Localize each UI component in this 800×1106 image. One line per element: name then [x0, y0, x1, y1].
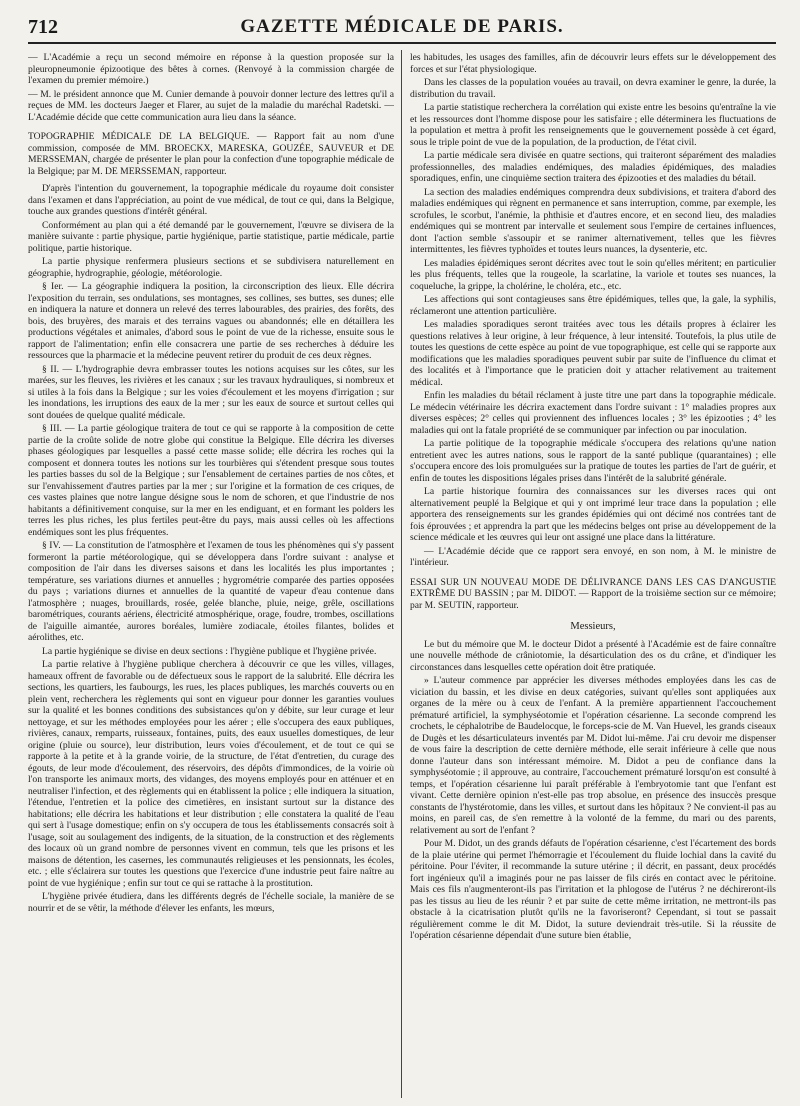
left-column	[28, 52, 394, 1098]
paragraph: Dans les classes de la population vouées au travail, on devra examiner le genre, la durée, la distribution du travail.	[410, 77, 776, 100]
paragraph: La partie politique de la topographie médicale s'occupera des relations qu'une nation entretient avec les autres nations, sous le rapport de la santé publique (quarantaines) ; elle s'occupera encore des lois promulguées sur la pratique de toutes les parties de l'art de guérir, et enfin de toutes les dispositions légales prises dans l'intérêt de la salubrité générale.	[410, 438, 776, 484]
paragraph: La partie historique fournira des connaissances sur les diverses races qui ont alternativement peuplé la Belgique et qui y ont imprimé leur trace dans la population ; elle apportera des renseignements sur les grandes épidémies qui ont décimé nos contrées tant de fois éprouvées ; et apprendra la part que les médecins belges ont prise au développement de la science médicale et les œuvres qui leur ont assigné une place dans la littérature.	[410, 486, 776, 543]
paragraph: Les maladies sporadiques seront traitées avec tous les détails propres à éclairer les questions relatives à leur origine, à leur fréquence, à leur intensité. Toutefois, la plus utile de toutes les questions de cette espèce au point de vue topographique, est celle qui se rapporte aux modifications que les maladies sporadiques peuvent subir par suite de l'influence du climat et des localités et à l'importance que le praticien doit y attacher relativement au traitement médical.	[410, 319, 776, 388]
section-heading-topographie	[28, 131, 394, 177]
section-heading-text: ESSAI SUR UN NOUVEAU MODE DE DÉLIVRANCE DANS LES CAS D'ANGUSTIE EXTRÊME DU BASSIN ; par M. DIDOT. — Rapport de la troisième section sur ce mémoire; par M. SEUTIN, rapporteur.	[410, 576, 776, 611]
paragraph: D'après l'intention du gouvernement, la topographie médicale du royaume doit consister dans l'examen et dans l'appréciation, au point de vue médical, de tout ce qui, dans la Belgique, touche aux grandes questions d'intérêt général.	[28, 183, 394, 217]
section-heading-text: TOPOGRAPHIE MÉDICALE DE LA BELGIQUE. — Rapport fait au nom d'une commission, composée de MM. BROECKX, MARESKA, GOUZÉE, SAUVEUR et DE MERSSEMAN, chargée de présenter le plan pour la confection d'une topographie médicale de la Belgique; par M. DE MERSSEMAN, rapporteur.	[28, 131, 394, 177]
paragraph: Les maladies épidémiques seront décrites avec tout le soin qu'elles méritent; en particulier les plus fréquents, telles que la rougeole, la scarlatine, la variole et toutes ses nuances, la coqueluche, la grippe, la cholérine, le choléra, etc., etc.	[410, 257, 776, 292]
paragraph: La partie hygiénique se divise en deux sections : l'hygiène publique et l'hygiène privée.	[42, 645, 377, 657]
paragraph: — M. le président annonce que M. Cunier demande à pouvoir donner lecture des lettres qu'il a reçues de MM. les docteurs Jaeger et Flarer, au sujet de la maladie du maréchal Radetski. — L'Académie décide que cette communication aura lieu dans la séance.	[28, 88, 394, 123]
paragraph: — L'Académie décide que ce rapport sera envoyé, en son nom, à M. le ministre de l'intérieur.	[410, 545, 776, 568]
paragraph: La partie relative à l'hygiène publique cherchera à découvrir ce que les villes, villages, hameaux offrent de favorable ou de défectueux sous le rapport de la salubrité. Elle décrira les sections, les quartiers, les faubourgs, les rues, les places publiques, les marchés couverts ou en plein vent, recherchera les règlements qui sont en vigueur pour donner les garanties voulues sur la qualité et les bonnes conditions des subsistances qu'on y débite, sur leur curage et leur nettoyage, et sur les méthodes employées pour les aérer ; elle s'occupera des eaux publiques, rivières, canaux, remparts, ruisseaux, fontaines, puits, des eaux usuelles domestiques, de leur origine (pluie ou source), leur distribution, leurs voies d'écoulement, et de tout ce qui se rapporte à la petite et à la grande voirie, de la structure, de l'état d'entretien, du curage des égouts, de leur mode d'écoulement, des réservoirs, des dépôts d'immondices, de la voirie où l'on transporte les animaux morts, des vidanges, des moyens employés pour en atténuer et en neutraliser l'infection, et des règlements qui en établissent la police ; elle indiquera la situation, l'étendue, l'entretien et la police des cimetières, en insistant surtout sur la distance des habitations; elle décrira les habitations et leur distribution ; elle constatera la qualité de l'eau qui sert à l'usage domestique; enfin on s'y occupera de tous les établissements consacrés soit à l'usage, soit au soulagement des indigents, de la situation, de la construction et des règlements des locaux où un grand nombre de personnes vivent en commun, tels que les prisons et les maisons de détention, les casernes, les communautés religieuses et les pensionnats, les écoles, etc. ; elle s'éclairera sur toutes les questions que l'exercice d'une industrie peut faire naître au point de vue hygiénique ; enfin sur tout ce qui se rattache à la prostitution.	[28, 659, 394, 889]
salutation: Messieurs,	[570, 621, 616, 632]
page-header	[28, 14, 776, 44]
paragraph: § IV. — La constitution de l'atmosphère et l'examen de tous les phénomènes qui s'y passent formeront la partie météorologique, qui se développera dans l'ordre suivant : analyse et composition de l'air dans les diverses saisons et dans les localités les plus importantes ; température, ses variations diurnes et annuelles ; hygrométrie comparée des parties opposées du pays ; variations diurnes et annuelles de la quantité de vapeur d'eau contenue dans l'atmosphère ; nuages, brouillards, rosée, gelée blanche, pluie, neige, grêle, oscillations barométriques, courants aériens, électricité atmosphérique, orage, foudre, trombes, oscillations de l'aiguille aimantée, aurores boréales, lumière zodiacale, étoiles filantes, bolides et aérolithes, etc.	[28, 540, 394, 643]
paragraph: Conformément au plan qui a été demandé par le gouvernement, l'œuvre se divisera de la manière suivante : partie physique, partie hygiénique, partie statistique, partie médicale, partie politique, partie historique.	[28, 219, 394, 254]
paragraph: Pour M. Didot, un des grands défauts de l'opération césarienne, c'est l'écartement des bords de la plaie utérine qui permet l'hémorragie et l'écoulement du fluide lochial dans la cavité du péritoine. Pour l'éviter, il recommande la suture utérine ; il décrit, en passant, deux procédés fort ingénieux qu'il a imaginés pour ne pas laisser de fils cirés en contact avec le péritoine. Mais ces fils n'augmenteront-ils pas l'irritation et la phlogose de l'utérus ? ne déchireront-ils pas les tissus au lieu de les réunir ? et par suite de cette même irritation, ne mettront-ils pas obstacle à la cicatrisation plutôt qu'ils ne la favoriseront? Cependant, si tout se passait régulièrement comme le dit M. Didot, la suture deviendrait très-utile. Si la réussite de l'opération césarienne dépendait d'une suture bien établie,	[410, 838, 776, 941]
paragraph: § Ier. — La géographie indiquera la position, la circonscription des lieux. Elle décrira l'exposition du terrain, ses ondulations, ses montagnes, ses collines, ses buttes, ses dunes; elle en indiquera la nature et donnera un relevé des terres labourables, des prairies, des forêts, des bois, des bruyères, des marais et des terrains vagues ou abandonnés; elle en détaillera les productions végétales et animales, d'abord sous le point de vue de la richesse, ensuite sous le rapport de l'alimentation; enfin elle consacrera une partie de ses recherches à déduire les ressources que la pharmacie et la médecine peuvent retirer du produit de ces deux règnes.	[28, 281, 394, 361]
paragraph: les habitudes, les usages des familles, afin de découvrir leurs effets sur le développement des forces et sur l'état physiologique.	[410, 52, 776, 75]
paragraph: La partie médicale sera divisée en quatre sections, qui traiteront séparément des maladies professionnelles, des maladies endémiques, des maladies épidémiques, des maladies sporadiques, enfin, une cinquième section traitera des épizooties et des maladies du bétail.	[410, 150, 776, 184]
paragraph: » L'auteur commence par apprécier les diverses méthodes employées dans les cas de viciation du bassin, et les divise en deux catégories, suivant qu'elles sont appliquées aux organes de la mère ou à ceux de l'enfant. A la première appartiennent l'accouchement prématuré artificiel, la symphyséotomie et l'opération césarienne. La seconde comprend les crochets, le céphalotribe de Baudelocque, le forceps-scie de M. Van Huevel, les grands ciseaux de Dugès et les désarticulateurs inventés par M. Didot lui-même. J'ai cru devoir me dispenser de vous faire la description de cette dernière méthode, elle serait inférieure à celle que nous donne l'auteur dans son intéressant mémoire. M. Didot a peu de confiance dans la symphyséotomie ; il approuve, au contraire, l'accouchement prématuré lorsqu'on est consulté à temps, et l'opération césarienne lui paraît préférable à l'embryotomie tant que l'enfant est vivant. Cette dernière opinion n'est-elle pas trop absolue, en présence des insuccès presque constants de l'hystérotomie, dans les villes, et surtout dans les hôpitaux ? Ne convient-il pas au moins, en pareil cas, de s'en remettre à la volonté de la femme, du mari ou des parents, relativement au sort de l'enfant ?	[410, 675, 776, 836]
page-number: 712	[28, 16, 58, 38]
paragraph: § III. — La partie géologique traitera de tout ce qui se rapporte à la composition de cette partie de la croûte solide de notre globe qui constitue la Belgique. Elle décrira les diverses phases géologiques par lesquelles a passé cette masse solide; elle décrira les roches qui la composent et donnera toutes les notions sur les tourbières qui s'étendent presque sous toutes les parties basses du sol de la Belgique ; sur l'ensablement de certaines parties de nos côtes, et sur l'envahissement d'autres parties par la mer ; sur l'origine et la formation de ces criques, de ces vastes plaines que notre langue désigne sous le nom de schoren, et que l'industrie de nos habitants a définitivement conquise, sur la mer en les endiguant, et en formant les polders les terres les plus riches, les plus fertiles peut-être du pays, mais aussi celles où les affections endémiques sont les plus fréquentes.	[28, 423, 394, 538]
paragraph: L'hygiène privée étudiera, dans les différents degrés de l'échelle sociale, la manière de se nourrir et de se vêtir, la méthode d'élever les enfants, les mœurs,	[28, 891, 394, 914]
paragraph: La section des maladies endémiques comprendra deux subdivisions, et traitera d'abord des maladies endémiques qui règnent en permanence et sans interruption, comme, par exemple, les scrofules, le scorbut, l'anémie, la phthisie et d'autres encore, et en second lieu, des maladies endémiques qui se montrent par intervalle et seulement sous l'empire de certaines influences, dont l'action semble s'assoupir et se ranimer alternativement, telles que les fièvres intermittentes, les fièvres typhoïdes et toutes leurs nuances, la dysenterie, etc.	[410, 186, 776, 255]
paragraph: — L'Académie a reçu un second mémoire en réponse à la question proposée sur la pleuropneumonie épizootique des bêtes à cornes. (Renvoyé à la commission chargée de l'examen du premier mémoire.)	[28, 52, 394, 86]
section-heading-essai	[410, 577, 776, 612]
paragraph: § II. — L'hydrographie devra embrasser toutes les notions acquises sur les côtes, sur les marées, sur les fleuves, les rivières et les canaux ; sur les travaux hydrauliques, si nombreux et si utiles à la fois dans la Belgique ; sur les voies d'écoulement et les moyens d'irrigation ; sur les inondations, les irruptions des eaux de la mer ; sur les eaux de source et surtout celles qui sont douées de quelque qualité médicale.	[28, 363, 394, 421]
right-column	[410, 52, 776, 1098]
paragraph: Le but du mémoire que M. le docteur Didot a présenté à l'Académie est de faire connaître une nouvelle méthode de crâniotomie, la désarticulation des os du crâne, et d'indiquer les circonstances dans lesquelles cette opération doit être pratiquée.	[410, 638, 776, 673]
journal-title: GAZETTE MÉDICALE DE PARIS.	[240, 16, 564, 37]
paragraph: La partie physique renfermera plusieurs sections et se subdivisera naturellement en géographie, hydrographie, géologie, météorologie.	[28, 256, 394, 279]
paragraph: La partie statistique recherchera la corrélation qui existe entre les besoins qu'entraîne la vie et les ressources dont l'homme dispose pour les satisfaire ; elle déterminera les fluctuations de la population et mettra à profit les renseignements que le gouvernement possède à cet égard, sous le triple point de vue de la population, de la production, de l'état civil.	[410, 102, 776, 148]
paragraph: Enfin les maladies du bétail réclament à juste titre une part dans la topographie médicale. Le médecin vétérinaire les décrira exactement dans l'ordre suivant : 1° maladies propres aux diverses espèces; 2° celles qui proviennent des influences locales ; 3° les épizooties ; 4° les maladies qui ont la fatale propriété de se communiquer par infection ou par inoculation.	[410, 390, 776, 436]
column-divider	[401, 50, 402, 1098]
paragraph: Les affections qui sont contagieuses sans être épidémiques, telles que, la gale, la syphilis, réclameront une attention particulière.	[410, 294, 776, 317]
